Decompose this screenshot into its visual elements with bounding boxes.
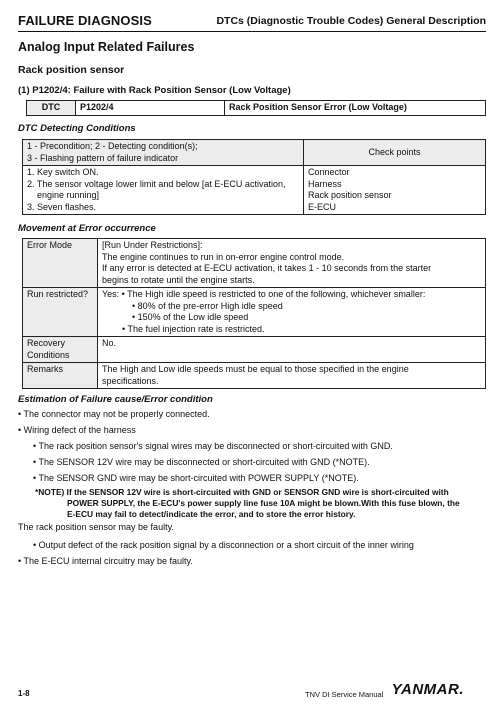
error-mode-line: begins to rotate until the engine starts. <box>102 274 255 285</box>
run-restricted-label: Run restricted? <box>23 288 98 337</box>
movement-heading: Movement at Error occurrence <box>18 223 156 234</box>
condition-line: 1. Key switch ON. <box>27 167 99 177</box>
detecting-header-line: 3 - Flashing pattern of failure indicator <box>27 152 179 163</box>
estimation-paragraph: The rack position sensor may be faulty. <box>18 522 174 532</box>
estimation-bullet: • The E-ECU internal circuitry may be faulty. <box>18 556 193 566</box>
note-line: *NOTE) If the SENSOR 12V wire is short-circuited with GND or SENSOR GND wire is short-circuited with <box>35 487 449 497</box>
detecting-heading: DTC Detecting Conditions <box>18 123 136 134</box>
check-points <box>304 166 486 215</box>
dtc-label: DTC <box>27 101 76 116</box>
condition-line: 3. Seven flashes. <box>27 201 97 212</box>
remarks-value <box>98 363 486 389</box>
header-section-title: FAILURE DIAGNOSIS <box>18 13 152 28</box>
estimation-sub-bullet: • The rack position sensor's signal wires may be disconnected or short-circuited with GND. <box>33 441 393 451</box>
check-point: Harness <box>308 178 342 189</box>
estimation-sub-bullet: • Output defect of the rack position signal by a disconnection or a short circuit of the inner wiring <box>33 540 414 550</box>
error-mode-label: Error Mode <box>23 239 98 288</box>
check-point: Rack position sensor <box>308 190 392 200</box>
note-line: POWER SUPPLY, the E-ECU's power supply line fuse 10A might be blown.With this fuse blown, the <box>67 498 460 508</box>
page-title: Analog Input Related Failures <box>18 40 195 54</box>
recovery-label <box>23 337 98 363</box>
estimation-sub-bullet: • The SENSOR GND wire may be short-circuited with POWER SUPPLY (*NOTE). <box>33 473 359 483</box>
condition-line: 2. The sensor voltage lower limit and below [at E-ECU activation, <box>27 178 286 189</box>
detecting-table <box>22 139 486 215</box>
movement-table <box>22 238 486 389</box>
estimation-bullet: • Wiring defect of the harness <box>18 425 136 435</box>
estimation-bullet: • The connector may not be properly connected. <box>18 409 210 419</box>
check-point: E-ECU <box>308 201 337 212</box>
run-restricted-value <box>98 288 486 337</box>
remarks-label: Remarks <box>23 363 98 389</box>
yanmar-logo: YANMAR. <box>391 681 464 698</box>
estimation-sub-bullet: • The SENSOR 12V wire may be disconnected or short-circuited with GND (*NOTE). <box>33 457 370 467</box>
error-mode-value <box>98 239 486 288</box>
dtc-code: P1202/4 <box>76 101 225 116</box>
page-number: 1-8 <box>18 689 30 698</box>
remarks-line: The High and Low idle speeds must be equal to those specified in the engine <box>102 364 409 374</box>
manual-name: TNV DI Service Manual <box>305 690 384 699</box>
recovery-label-line: Conditions <box>27 349 70 360</box>
restriction-line: Yes: • The High idle speed is restricted to one of the following, whichever smaller: <box>102 289 426 299</box>
condition-line: engine running] <box>37 190 100 200</box>
error-mode-line: [Run Under Restrictions]: <box>102 240 203 250</box>
error-mode-line: If any error is detected at E-ECU activation, it takes 1 - 10 seconds from the starter <box>102 263 432 273</box>
detecting-conditions <box>23 166 304 215</box>
header-chapter-title: DTCs (Diagnostic Trouble Codes) General Description <box>216 15 486 27</box>
recovery-label-line: Recovery <box>27 338 66 348</box>
note-line: E-ECU may fail to detect/indicate the error, and to store the error history. <box>67 509 356 519</box>
estimation-heading: Estimation of Failure cause/Error condition <box>18 394 213 405</box>
dtc-table <box>26 100 486 116</box>
detecting-header-right: Check points <box>304 140 486 166</box>
restriction-line: • 150% of the Low idle speed <box>132 312 249 322</box>
note-block <box>35 487 465 520</box>
detecting-header-line: 1 - Precondition; 2 - Detecting condition(s); <box>27 141 198 151</box>
recovery-value: No. <box>98 337 486 363</box>
error-mode-line: The engine continues to run in on-error engine control mode. <box>102 251 345 262</box>
restriction-line: • The fuel injection rate is restricted. <box>122 323 265 334</box>
remarks-line: specifications. <box>102 375 159 386</box>
page-subtitle: Rack position sensor <box>18 64 125 76</box>
failure-heading: (1) P1202/4: Failure with Rack Position Sensor (Low Voltage) <box>18 85 291 96</box>
restriction-line: • 80% of the pre-error High idle speed <box>132 300 283 311</box>
check-point: Connector <box>308 167 350 177</box>
dtc-description: Rack Position Sensor Error (Low Voltage) <box>225 101 486 116</box>
detecting-header-left <box>23 140 304 166</box>
page-header <box>18 13 486 32</box>
